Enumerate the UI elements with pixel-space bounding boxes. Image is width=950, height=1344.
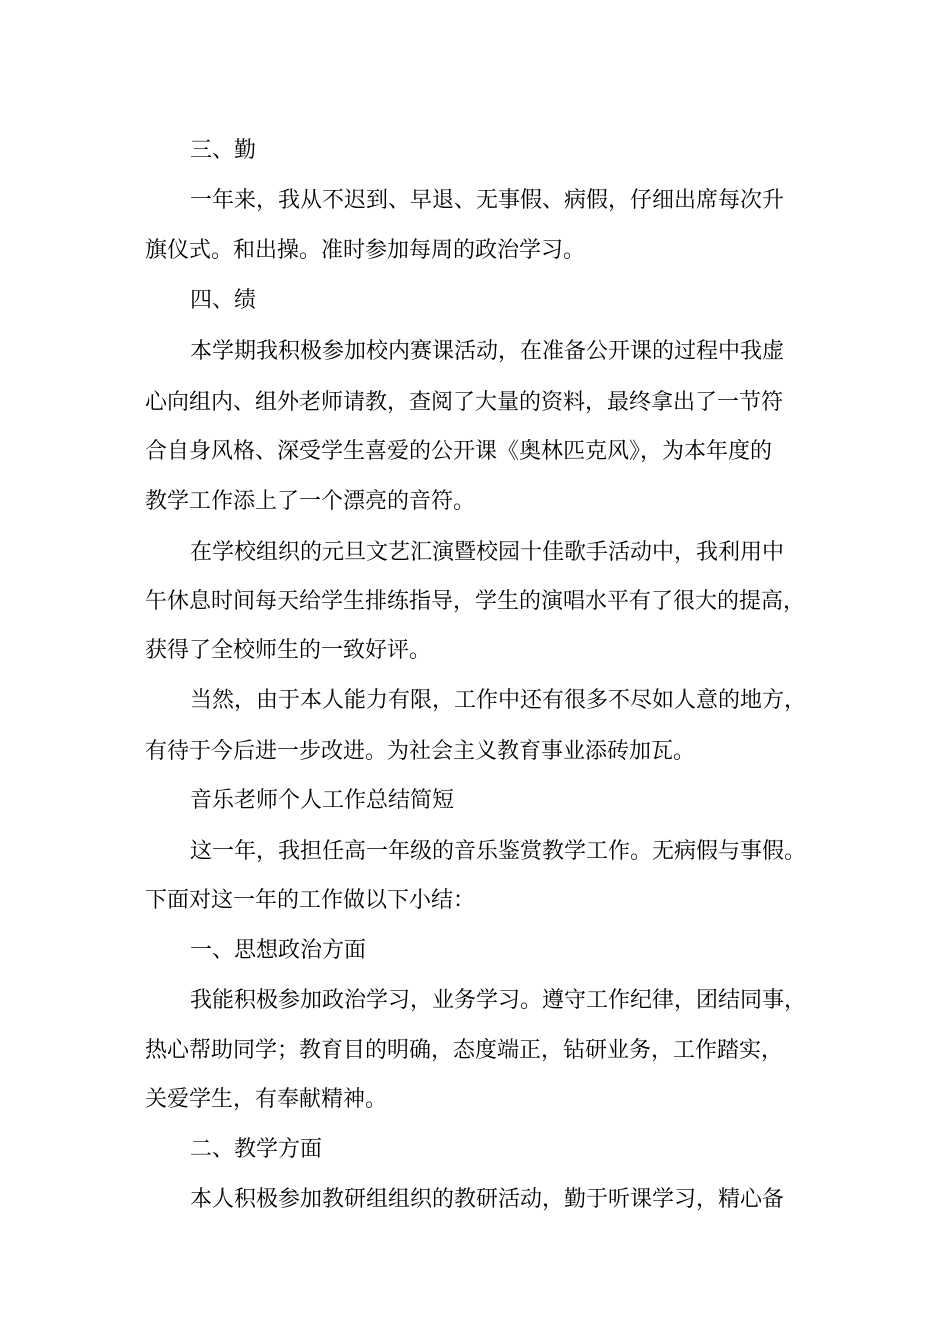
paragraph-line: 有待于今后进一步改进。为社会主义教育事业添砖加瓦。	[145, 739, 696, 764]
paragraph-line: 本人积极参加教研组组织的教研活动，勤于听课学习，精心备	[190, 1187, 785, 1212]
paragraph-line: 在学校组织的元旦文艺汇演暨校园十佳歌手活动中，我利用中	[190, 540, 785, 565]
paragraph-line: 我能积极参加政治学习，业务学习。遵守工作纪律，团结同事，	[190, 988, 807, 1013]
heading-qin: 三、勤	[190, 138, 257, 163]
heading-jiaoxue: 二、教学方面	[190, 1137, 323, 1162]
paragraph-line: 这一年，我担任高一年级的音乐鉴赏教学工作。无病假与事假。	[190, 839, 807, 864]
paragraph-line: 本学期我积极参加校内赛课活动，在准备公开课的过程中我虚	[190, 339, 785, 364]
section-title: 音乐老师个人工作总结简短	[190, 788, 455, 813]
paragraph-line: 教学工作添上了一个漂亮的音符。	[145, 489, 476, 514]
paragraph-line: 午休息时间每天给学生排练指导，学生的演唱水平有了很大的提高，	[145, 589, 806, 614]
paragraph-line: 当然，由于本人能力有限，工作中还有很多不尽如人意的地方，	[190, 688, 807, 713]
paragraph-line: 关爱学生，有奉献精神。	[145, 1087, 388, 1112]
paragraph-line: 热心帮助同学；教育目的明确，态度端正，钻研业务，工作踏实，	[145, 1038, 784, 1063]
heading-ji: 四、绩	[190, 288, 257, 313]
paragraph-line: 获得了全校师生的一致好评。	[145, 638, 432, 663]
paragraph-line: 旗仪式。和出操。准时参加每周的政治学习。	[145, 238, 586, 263]
paragraph-line: 一年来，我从不迟到、早退、无事假、病假，仔细出席每次升	[190, 188, 785, 213]
paragraph-line: 心向组内、组外老师请教，查阅了大量的资料，最终拿出了一节符	[145, 390, 784, 415]
paragraph-line: 合自身风格、深受学生喜爱的公开课《奥林匹克风》，为本年度的	[145, 439, 773, 464]
heading-sixiang-zhengzhi: 一、思想政治方面	[190, 938, 367, 963]
paragraph-line: 下面对这一年的工作做以下小结：	[145, 888, 476, 913]
